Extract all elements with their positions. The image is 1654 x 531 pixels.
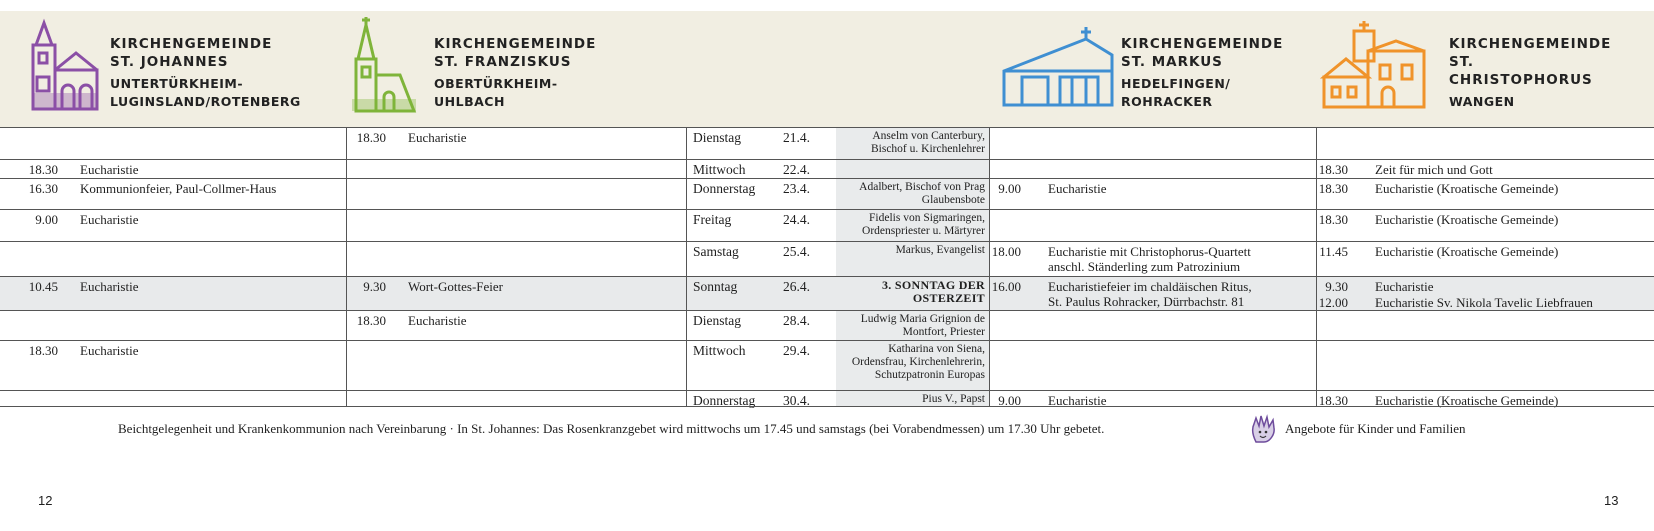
saint-of-day: Fidelis von Sigmaringen, Ordenspriester u. Märtyrer bbox=[862, 212, 985, 237]
date-column-shade bbox=[836, 160, 989, 178]
christophorus-event: Eucharistie bbox=[1375, 279, 1434, 294]
parish-markus-line2: ST. MARKUS bbox=[1121, 54, 1223, 70]
parish-franziskus-line1: KIRCHENGEMEINDE bbox=[434, 36, 597, 52]
column-divider bbox=[1316, 127, 1317, 406]
markus-event: Eucharistie mit Christophorus-Quartett bbox=[1048, 244, 1251, 259]
page-number-left: 12 bbox=[38, 493, 53, 508]
johannes-time: 16.30 bbox=[28, 181, 58, 196]
christophorus-time: 18.30 bbox=[1318, 162, 1348, 177]
johannes-event: Eucharistie bbox=[80, 343, 139, 358]
column-divider bbox=[346, 127, 347, 406]
saint-of-day: Markus, Evangelist bbox=[895, 244, 985, 256]
franziskus-time: 9.30 bbox=[363, 279, 386, 294]
weekday-label: Sonntag bbox=[693, 279, 738, 294]
saint-of-day: Katharina von Siena, Ordensfrau, Kirchenlehrerin, Schutzpatronin Europas bbox=[851, 343, 985, 381]
christophorus-event: Zeit für mich und Gott bbox=[1375, 162, 1493, 177]
christophorus-time: 18.30 bbox=[1318, 181, 1348, 196]
christophorus-time: 18.30 bbox=[1318, 393, 1348, 408]
saint-of-day: Pius V., Papst bbox=[922, 393, 985, 405]
footer-legend: Angebote für Kinder und Familien bbox=[1285, 421, 1466, 436]
parish-markus-line1: KIRCHENGEMEINDE bbox=[1121, 36, 1284, 52]
franziskus-event: Eucharistie bbox=[408, 130, 467, 145]
parish-christophorus-line1: KIRCHENGEMEINDE bbox=[1449, 36, 1612, 52]
johannes-time: 18.30 bbox=[28, 343, 58, 358]
column-divider bbox=[989, 127, 990, 406]
church-johannes-icon bbox=[22, 15, 102, 113]
parish-johannes-sub2: LUGINSLAND/ROTENBERG bbox=[110, 94, 301, 109]
parish-johannes-line1: KIRCHENGEMEINDE bbox=[110, 36, 273, 52]
christophorus-time: 9.30 bbox=[1325, 279, 1348, 294]
table-row bbox=[0, 310, 1654, 341]
parish-header bbox=[0, 11, 1654, 127]
weekday-label: Mittwoch bbox=[693, 162, 746, 177]
date-label: 24.4. bbox=[783, 212, 810, 227]
date-label: 23.4. bbox=[783, 181, 810, 196]
markus-time: 9.00 bbox=[998, 393, 1021, 408]
table-row bbox=[0, 340, 1654, 391]
saint-of-day: Ludwig Maria Grignion de Montfort, Priester bbox=[860, 313, 985, 338]
franziskus-time: 18.30 bbox=[356, 313, 386, 328]
weekday-label: Donnerstag bbox=[693, 181, 756, 196]
christophorus-event: Eucharistie (Kroatische Gemeinde) bbox=[1375, 181, 1559, 196]
weekday-label: Donnerstag bbox=[693, 393, 756, 408]
christophorus-time: 11.45 bbox=[1319, 244, 1348, 259]
markus-event: Eucharistiefeier im chaldäischen Ritus, bbox=[1048, 279, 1252, 294]
parish-markus-sub2: ROHRACKER bbox=[1121, 94, 1213, 109]
parish-franziskus-sub2: UHLBACH bbox=[434, 94, 505, 109]
franziskus-time: 18.30 bbox=[356, 130, 386, 145]
table-bottom-border bbox=[0, 406, 1654, 407]
parish-christophorus-sub1: WANGEN bbox=[1449, 94, 1515, 109]
church-franziskus-icon bbox=[348, 15, 420, 115]
date-label: 21.4. bbox=[783, 130, 810, 145]
table-row bbox=[0, 127, 1654, 160]
date-label: 28.4. bbox=[783, 313, 810, 328]
date-label: 30.4. bbox=[783, 393, 810, 408]
christophorus-event: Eucharistie Sv. Nikola Tavelic Liebfrauen bbox=[1375, 295, 1593, 310]
weekday-label: Mittwoch bbox=[693, 343, 746, 358]
markus-time: 9.00 bbox=[998, 181, 1021, 196]
christophorus-time: 12.00 bbox=[1318, 295, 1348, 310]
johannes-time: 18.30 bbox=[28, 162, 58, 177]
saint-of-day: Adalbert, Bischof von Prag Glaubensbote bbox=[859, 181, 985, 206]
markus-event-line2: St. Paulus Rohracker, Dürrbachstr. 81 bbox=[1048, 294, 1245, 309]
weekday-label: Dienstag bbox=[693, 130, 741, 145]
parish-christophorus-line2: ST. CHRISTOPHORUS bbox=[1449, 54, 1593, 88]
saint-of-day: Anselm von Canterbury, Bischof u. Kirchenlehrer bbox=[870, 130, 985, 155]
markus-time: 18.00 bbox=[991, 244, 1021, 259]
johannes-event: Eucharistie bbox=[80, 212, 139, 227]
date-label: 29.4. bbox=[783, 343, 810, 358]
family-hand-icon bbox=[1250, 414, 1278, 444]
markus-event: Eucharistie bbox=[1048, 393, 1107, 408]
parish-franziskus-line2: ST. FRANZISKUS bbox=[434, 54, 572, 70]
church-christophorus-icon bbox=[1320, 15, 1430, 113]
christophorus-event: Eucharistie (Kroatische Gemeinde) bbox=[1375, 212, 1559, 227]
markus-time: 16.00 bbox=[991, 279, 1021, 294]
johannes-event: Eucharistie bbox=[80, 279, 139, 294]
johannes-time: 10.45 bbox=[28, 279, 58, 294]
date-label: 25.4. bbox=[783, 244, 810, 259]
franziskus-event: Eucharistie bbox=[408, 313, 467, 328]
christophorus-event: Eucharistie (Kroatische Gemeinde) bbox=[1375, 244, 1559, 259]
markus-event: Eucharistie bbox=[1048, 181, 1107, 196]
parish-johannes-sub1: UNTERTÜRKHEIM- bbox=[110, 76, 244, 91]
column-divider bbox=[686, 127, 687, 406]
parish-johannes-line2: ST. JOHANNES bbox=[110, 54, 229, 70]
johannes-event: Eucharistie bbox=[80, 162, 139, 177]
weekday-label: Dienstag bbox=[693, 313, 741, 328]
franziskus-event: Wort-Gottes-Feier bbox=[408, 279, 503, 294]
weekday-label: Samstag bbox=[693, 244, 739, 259]
johannes-event: Kommunionfeier, Paul-Collmer-Haus bbox=[80, 181, 277, 196]
saint-of-day: 3. SONNTAG DER OSTERZEIT bbox=[882, 278, 985, 305]
johannes-time: 9.00 bbox=[35, 212, 58, 227]
page-number-right: 13 bbox=[1604, 493, 1619, 508]
parish-franziskus-sub1: OBERTÜRKHEIM- bbox=[434, 76, 558, 91]
markus-event-line2: anschl. Ständerling zum Patrozinium bbox=[1048, 259, 1241, 274]
christophorus-time: 18.30 bbox=[1318, 212, 1348, 227]
footer-note: Beichtgelegenheit und Krankenkommunion nach Vereinbarung · In St. Johannes: Das Rosenkranzgebet wird mittwochs um 17.45 und samstags (bei Vorabendmessen) um 17.30 Uhr gebetet. bbox=[118, 421, 1105, 436]
church-markus-icon bbox=[1000, 15, 1118, 113]
weekday-label: Freitag bbox=[693, 212, 732, 227]
date-label: 26.4. bbox=[783, 279, 810, 294]
parish-markus-sub1: HEDELFINGEN/ bbox=[1121, 76, 1231, 91]
christophorus-event: Eucharistie (Kroatische Gemeinde) bbox=[1375, 393, 1559, 408]
date-label: 22.4. bbox=[783, 162, 810, 177]
